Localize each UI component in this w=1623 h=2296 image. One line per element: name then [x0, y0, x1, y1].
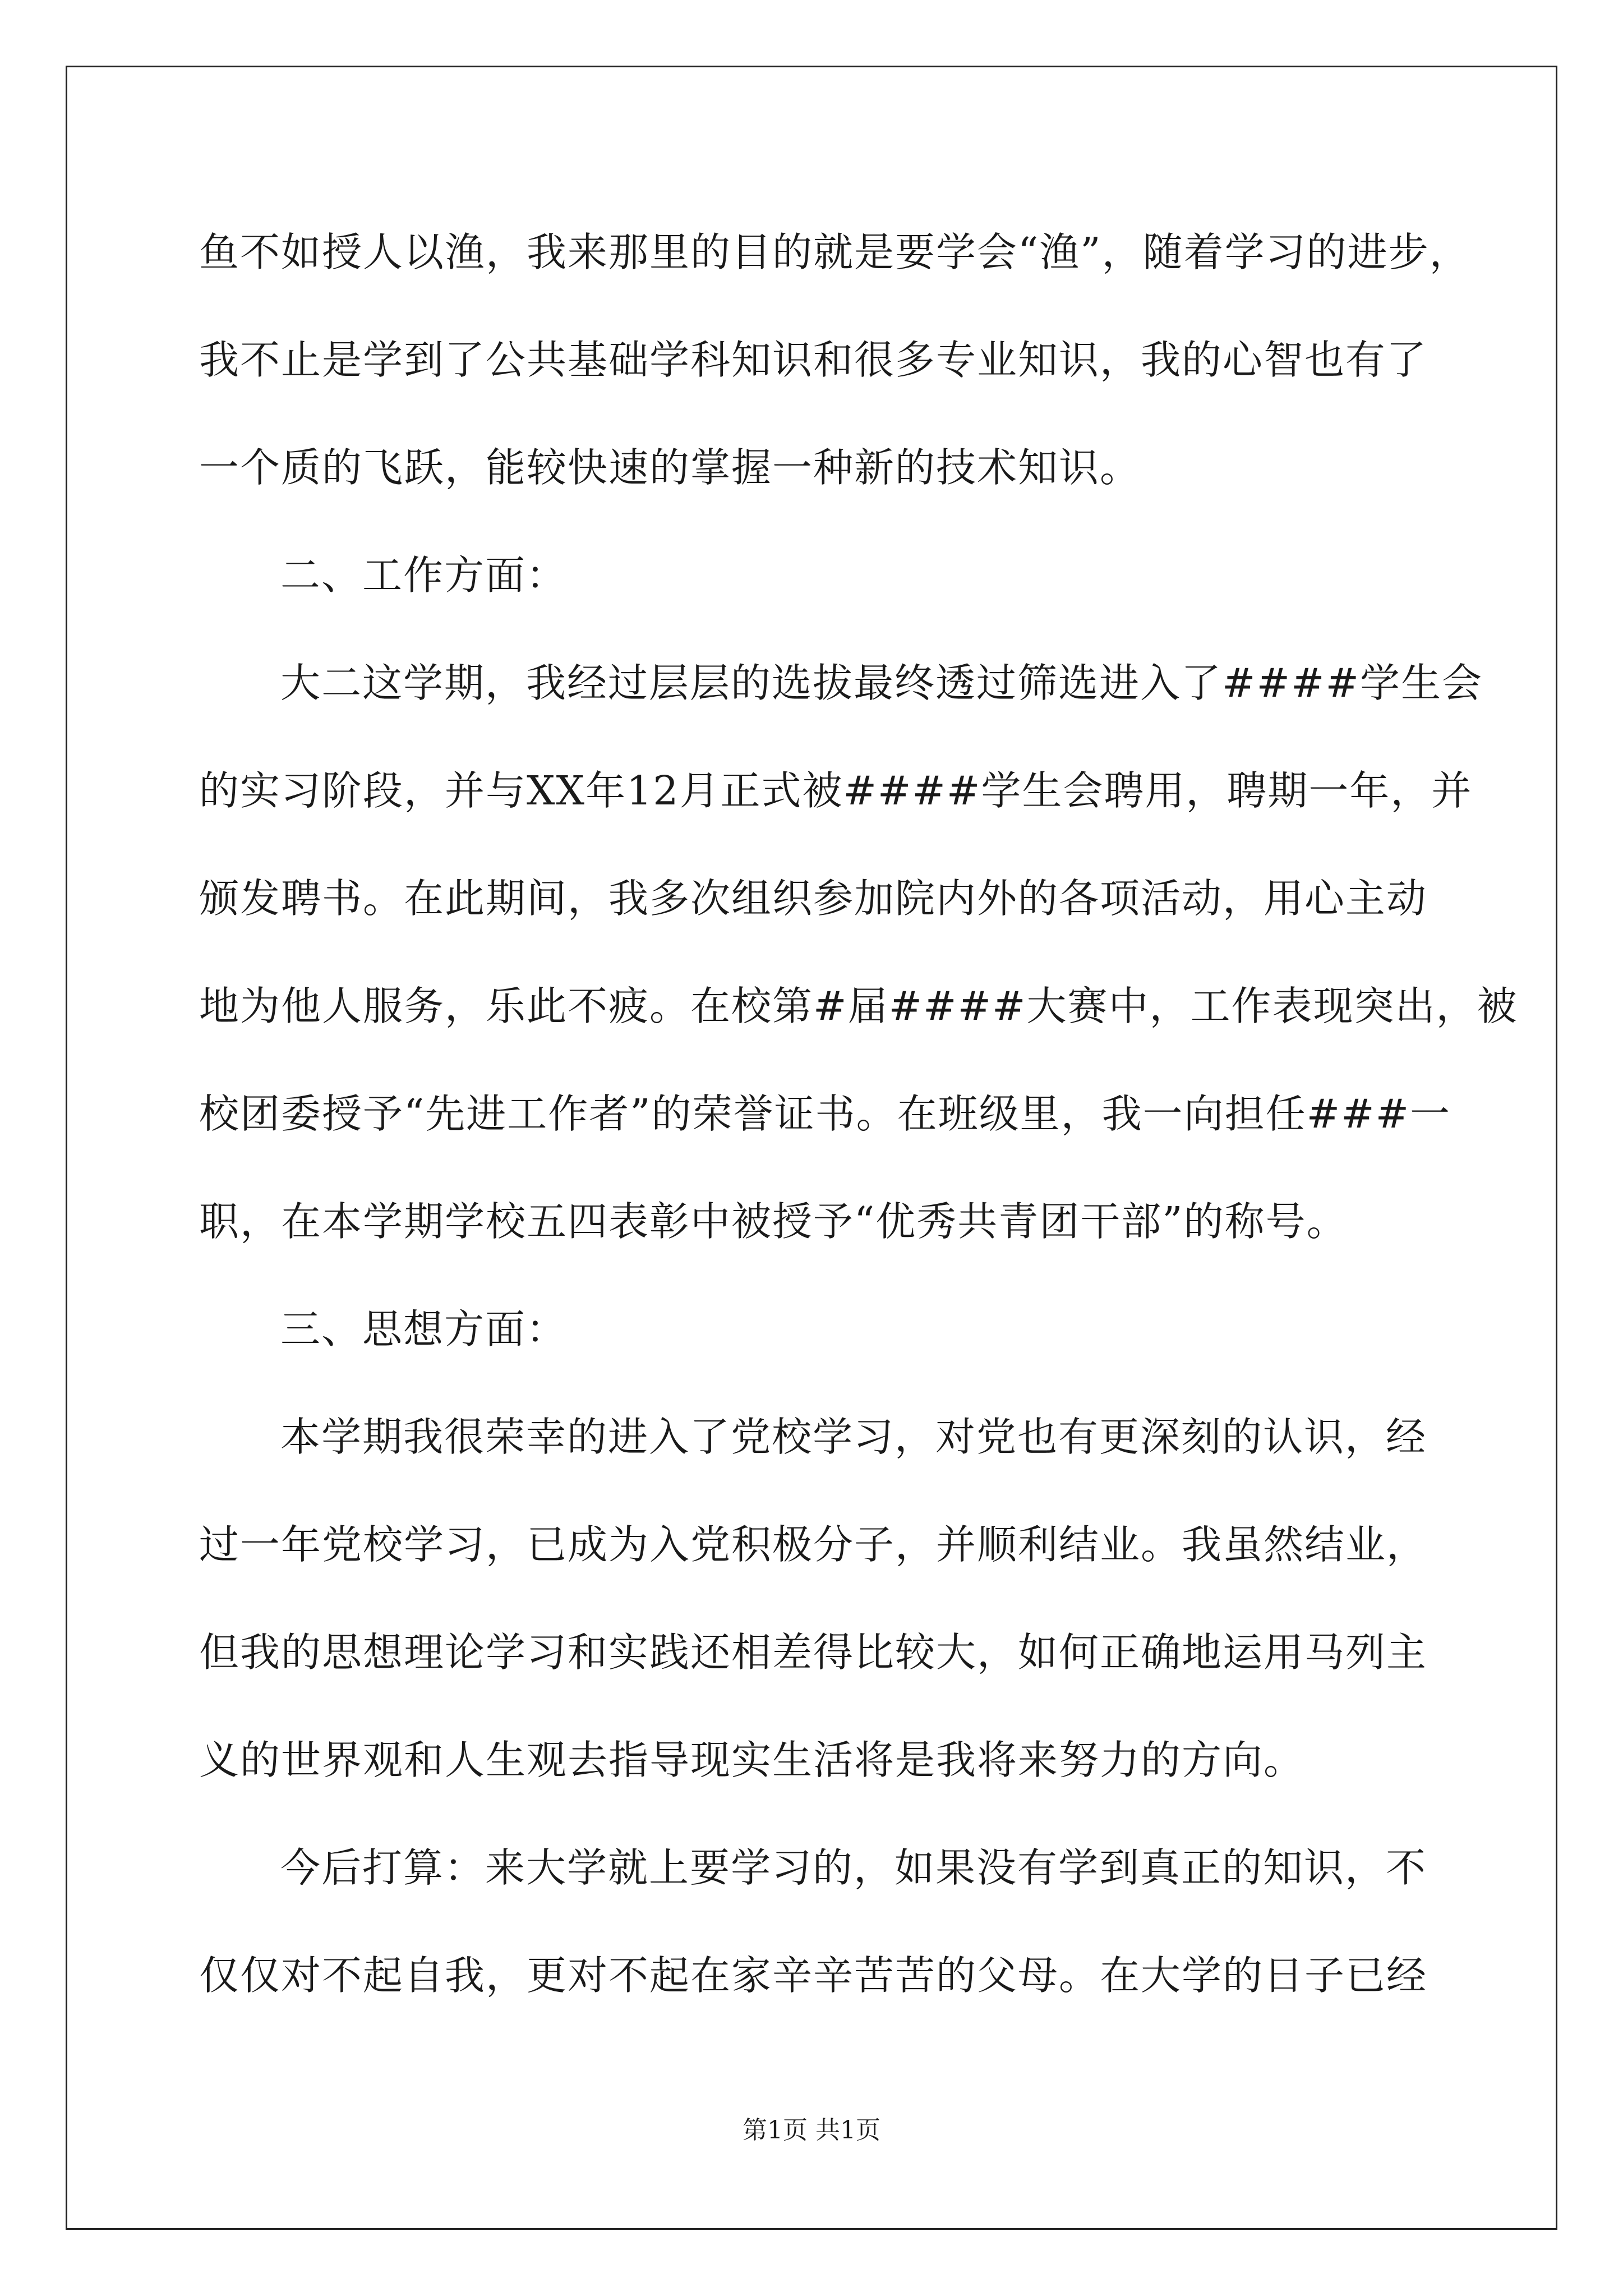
page-border [66, 66, 1557, 2230]
section-heading-work: 二、工作方面： [280, 552, 568, 599]
body-line-12: 本学期我很荣幸的进入了党校学习，对党也有更深刻的认识，经 [280, 1414, 1427, 1460]
body-line-8: 地为他人服务，乐此不疲。在校第#届####大赛中，工作表现突出，被 [199, 983, 1518, 1029]
body-line-16: 今后打算：来大学就上要学习的，如果没有学到真正的知识，不 [280, 1844, 1427, 1891]
body-line-3: 一个质的飞跃，能较快速的掌握一种新的技术知识。 [199, 444, 1141, 491]
body-line-9: 校团委授予“先进工作者”的荣誉证书。在班级里，我一向担任###一 [199, 1091, 1451, 1137]
page-number-footer: 第1页 共1页 [743, 2116, 880, 2145]
section-heading-thought: 三、思想方面： [280, 1306, 568, 1352]
body-line-13: 过一年党校学习，已成为入党积极分子，并顺利结业。我虽然结业， [199, 1521, 1428, 1568]
body-line-10: 职，在本学期学校五四表彰中被授予“优秀共青团干部”的称号。 [199, 1198, 1348, 1245]
body-line-6: 的实习阶段，并与XX年12月正式被####学生会聘用，聘期一年，并 [199, 767, 1473, 814]
body-line-15: 义的世界观和人生观去指导现实生活将是我将来努力的方向。 [199, 1737, 1305, 1783]
body-line-1: 鱼不如授人以渔，我来那里的目的就是要学会“渔”，随着学习的进步， [199, 229, 1470, 275]
body-line-7: 颁发聘书。在此期间，我多次组织参加院内外的各项活动，用心主动 [199, 875, 1428, 922]
body-line-2: 我不止是学到了公共基础学科知识和很多专业知识，我的心智也有了 [199, 337, 1428, 383]
body-line-17: 仅仅对不起自我，更对不起在家辛辛苦苦的父母。在大学的日子已经 [199, 1952, 1428, 1999]
body-line-5: 大二这学期，我经过层层的选拔最终透过筛选进入了####学生会 [280, 660, 1483, 706]
body-line-14: 但我的思想理论学习和实践还相差得比较大，如何正确地运用马列主 [199, 1629, 1428, 1676]
